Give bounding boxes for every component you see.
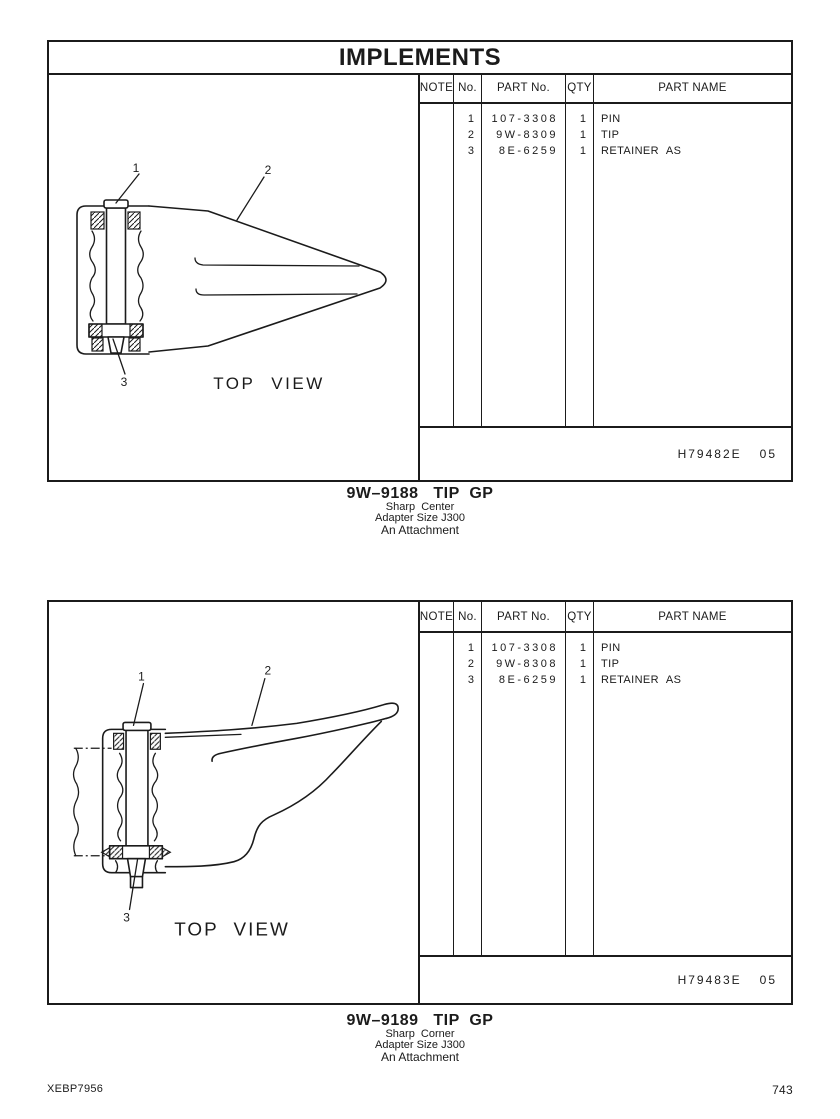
drawing-sharp-corner-tip: [49, 602, 420, 1003]
table-cell: 3: [467, 674, 474, 686]
callout-3: 3: [123, 910, 130, 925]
table-cell: RETAINER AS: [601, 674, 682, 686]
table-cell: 1: [467, 642, 474, 654]
header-qty: QTY: [566, 602, 594, 631]
col-part-no: [482, 104, 566, 426]
col-note: [420, 633, 454, 955]
header-note: NOTE: [420, 73, 454, 102]
callout-1: 1: [132, 161, 140, 175]
figure-ref-code: H79482E: [677, 447, 742, 461]
table-header-row: [420, 602, 791, 633]
col-no: [454, 633, 482, 955]
caption-sharp-corner: [0, 1012, 840, 1063]
parts-table-2: [418, 602, 791, 1003]
col-note: [420, 104, 454, 426]
page-footer: [47, 1083, 793, 1097]
figure-reference-band: [420, 955, 791, 1003]
parts-table-1: [418, 73, 791, 480]
header-qty: QTY: [566, 73, 594, 102]
table-cell: 1: [467, 113, 474, 125]
table-cell: PIN: [601, 113, 621, 125]
caption-subtitle-2: Adapter Size J300: [375, 1038, 465, 1051]
tip-outline: [149, 206, 386, 352]
caption-sharp-center: [0, 485, 840, 536]
col-qty: [566, 104, 594, 426]
table-cell: 2: [467, 129, 474, 141]
table-cell: 1: [579, 113, 586, 125]
view-label: TOP VIEW: [213, 374, 325, 393]
table-cell: 1: [579, 658, 586, 670]
table-body: [420, 633, 791, 955]
col-no: [454, 104, 482, 426]
hatch-top-left: [91, 212, 104, 229]
leader-line-1: [116, 174, 139, 203]
header-no: No.: [454, 602, 482, 631]
header-part-no: PART No.: [482, 73, 566, 102]
caption-subtitle-1: Sharp Center: [385, 501, 455, 513]
break-line-right: [152, 753, 158, 841]
table-cell: 107-3308: [491, 642, 558, 654]
figure-ref-rev: 05: [759, 973, 777, 987]
section-sharp-corner: [47, 600, 793, 1005]
top-view-drawing-sharp-center: [49, 73, 420, 480]
col-qty: [566, 633, 594, 955]
header-part-no: PART No.: [482, 602, 566, 631]
table-body: [420, 104, 791, 426]
table-cell: 1: [579, 129, 586, 141]
caption-subtitle-3: An Attachment: [380, 1050, 460, 1064]
callout-3: 3: [120, 375, 128, 389]
table-cell: 1: [579, 642, 586, 654]
page-title-box: [47, 40, 793, 75]
pin-part: [123, 722, 151, 845]
tip-outline: [165, 703, 398, 867]
callout-2: 2: [264, 663, 272, 678]
caption-subtitle-1: Sharp Corner: [385, 1028, 455, 1040]
top-view-drawing-sharp-corner: [49, 602, 420, 1003]
header-part-name: PART NAME: [658, 610, 727, 623]
leader-line-2: [252, 679, 265, 726]
figure-reference-band: [420, 426, 791, 480]
callout-2: 2: [264, 163, 272, 177]
col-part-name: [594, 104, 791, 426]
table-cell: 107-3308: [491, 113, 558, 125]
drawing-sharp-center-tip: [49, 73, 420, 480]
table-cell: 2: [467, 658, 474, 670]
table-cell: RETAINER AS: [601, 145, 682, 157]
header-no: No.: [454, 73, 482, 102]
leader-line-1: [134, 684, 144, 726]
table-cell: 8E-6259: [498, 674, 558, 686]
break-line-left: [117, 753, 123, 841]
document-code: XEBP7956: [47, 1083, 104, 1095]
page-title: IMPLEMENTS: [338, 43, 502, 71]
leader-line-2: [237, 177, 264, 220]
hatch-top-right: [150, 733, 160, 749]
table-cell: 3: [467, 145, 474, 157]
callout-1: 1: [138, 669, 145, 684]
table-cell: 1: [579, 145, 586, 157]
break-line-right: [138, 231, 144, 321]
hatch-top-right: [128, 212, 140, 229]
phantom-break-lines: [74, 748, 112, 855]
pin-part: [104, 200, 128, 324]
col-part-name: [594, 633, 791, 955]
caption-title: 9W–9188 TIP GP: [346, 485, 494, 502]
table-cell: 9W-8308: [496, 658, 558, 670]
table-cell: TIP: [601, 129, 620, 141]
header-note: NOTE: [420, 602, 454, 631]
table-header-row: [420, 73, 791, 104]
hatch-top-left: [114, 733, 124, 749]
page-number: 743: [772, 1083, 793, 1097]
figure-ref-rev: 05: [759, 447, 777, 461]
view-label: TOP VIEW: [174, 919, 290, 941]
caption-subtitle-2: Adapter Size J300: [375, 511, 465, 524]
caption-subtitle-3: An Attachment: [380, 523, 460, 537]
figure-ref-code: H79483E: [677, 973, 742, 987]
caption-title: 9W–9189 TIP GP: [346, 1012, 494, 1029]
col-part-no: [482, 633, 566, 955]
header-part-name: PART NAME: [658, 81, 727, 94]
table-cell: PIN: [601, 642, 621, 654]
table-cell: TIP: [601, 658, 620, 670]
section-sharp-center: [47, 73, 793, 482]
table-cell: 8E-6259: [498, 145, 558, 157]
table-cell: 1: [579, 674, 586, 686]
break-line-left: [90, 231, 96, 321]
table-cell: 9W-8309: [496, 129, 558, 141]
